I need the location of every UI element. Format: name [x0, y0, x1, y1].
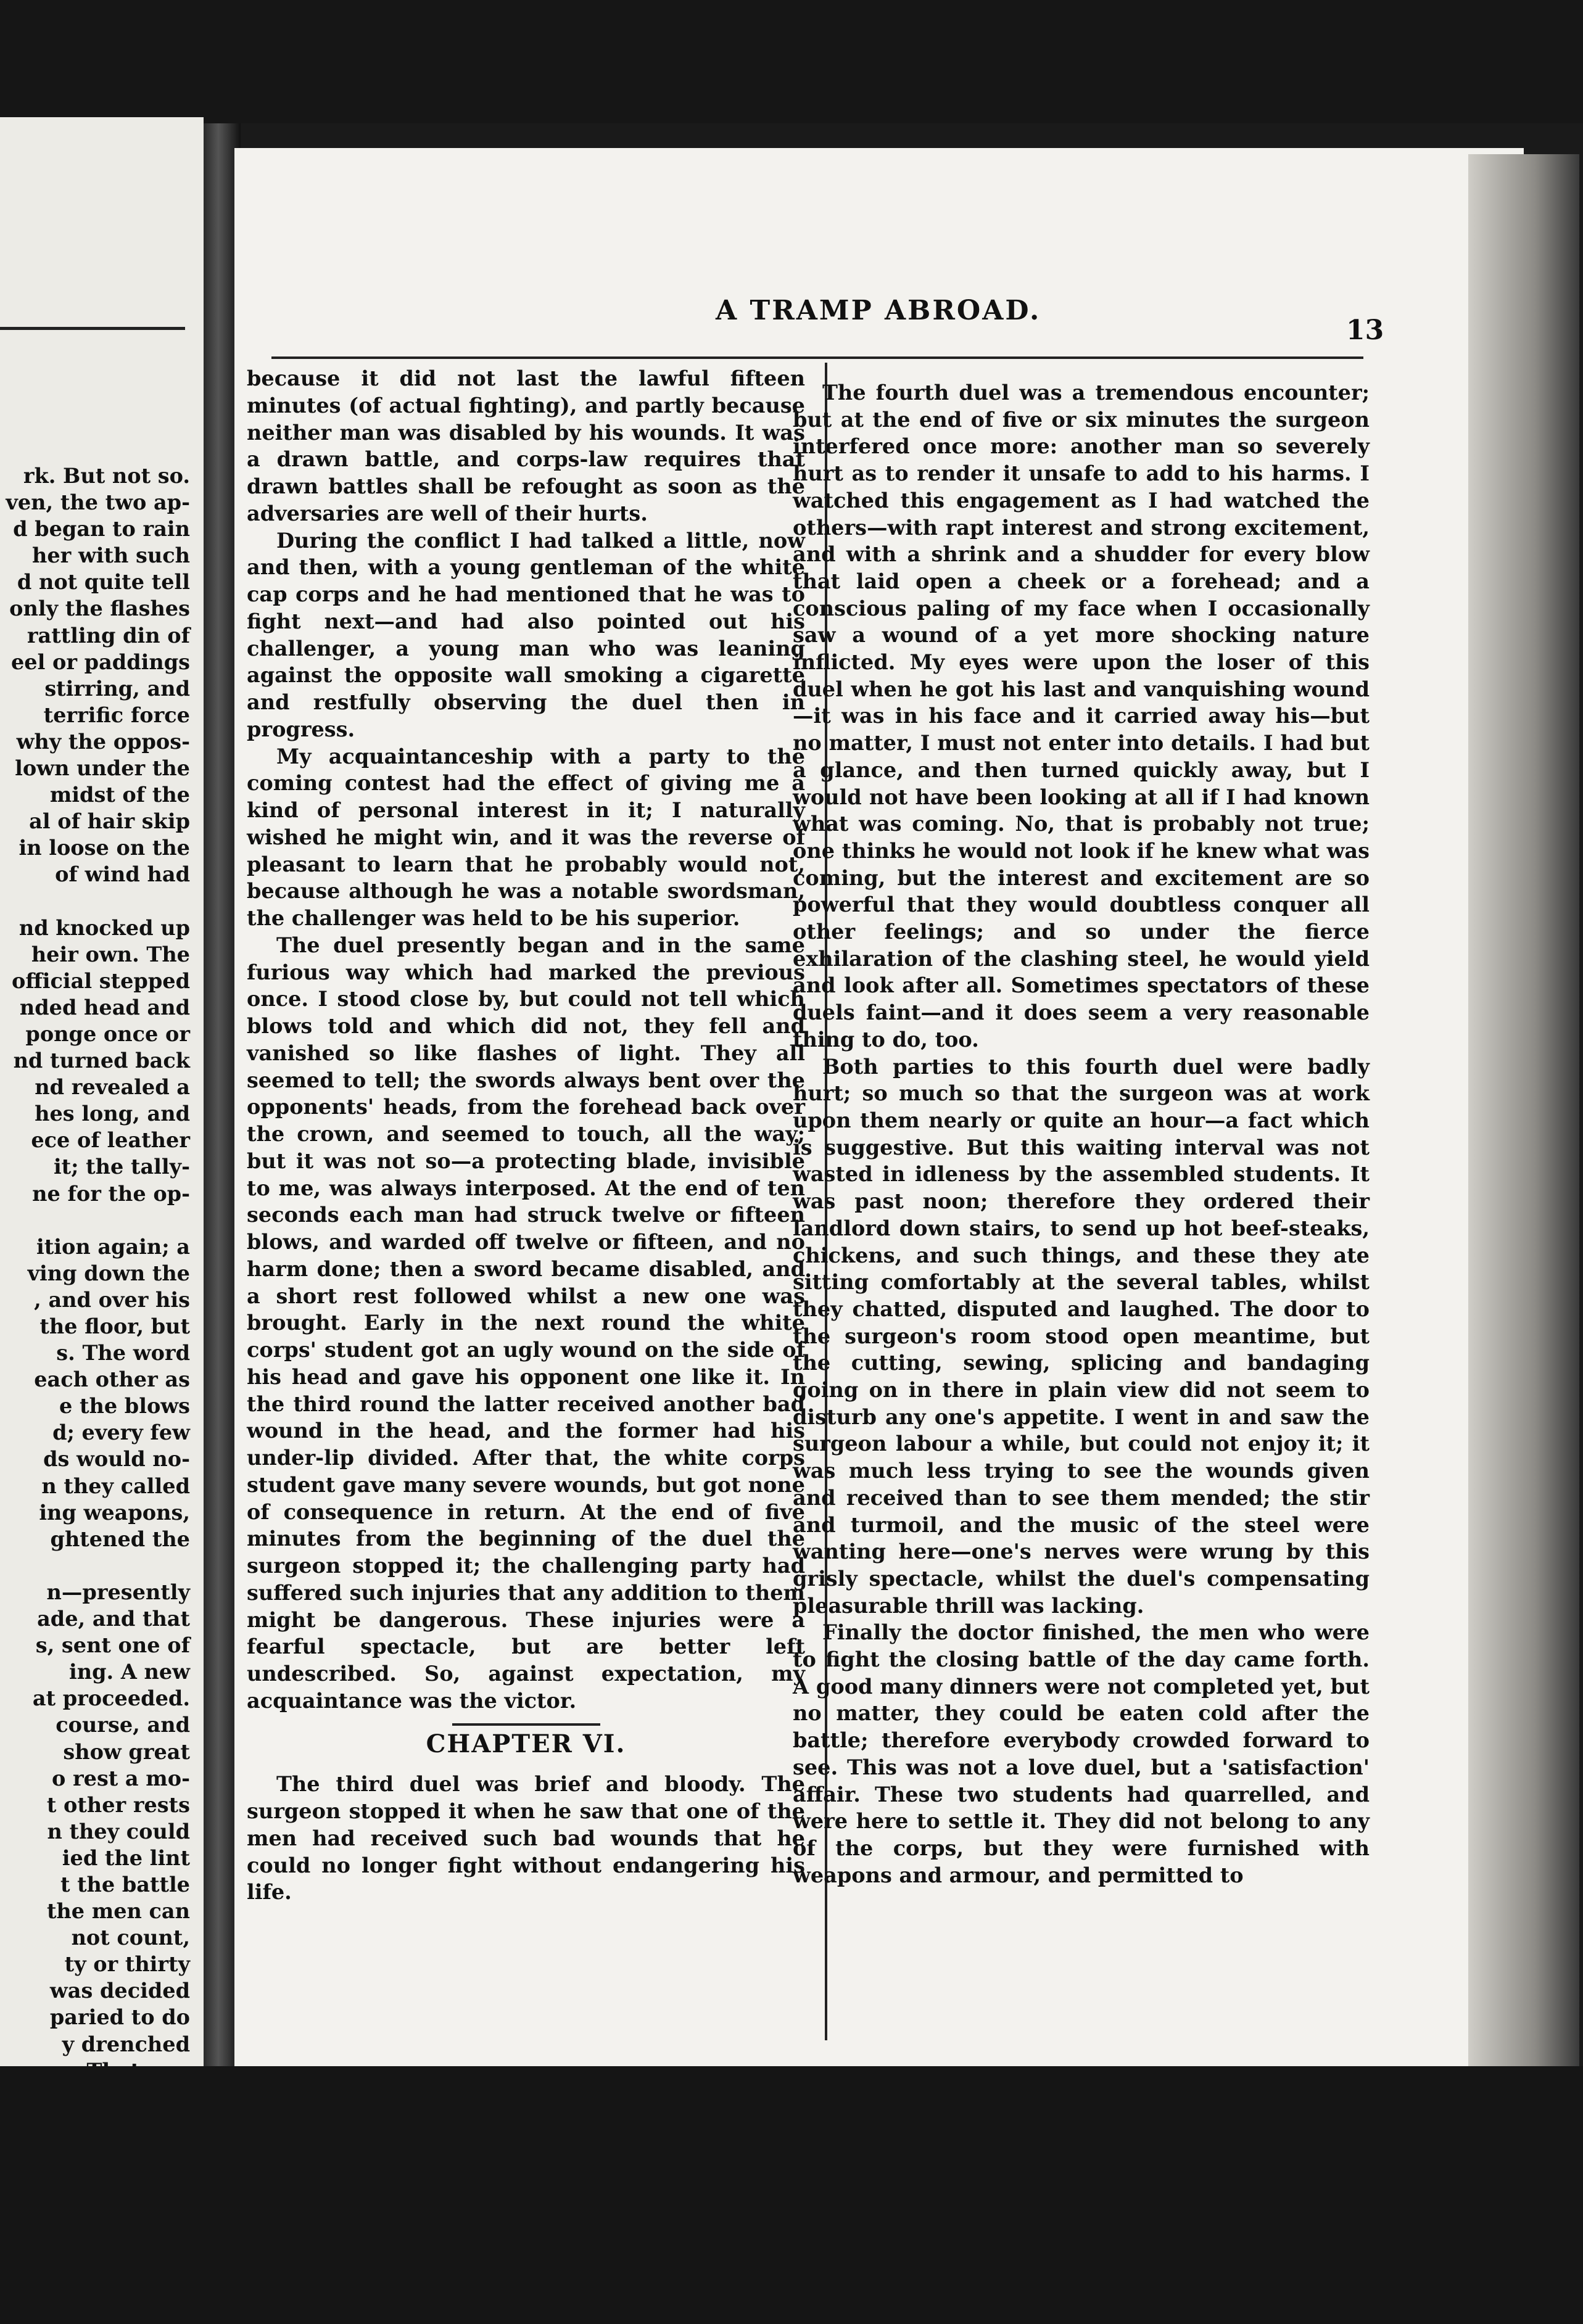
facing-page-line: nd revealed a	[35, 1075, 190, 1100]
facing-page-line: ne for the op-	[32, 1181, 190, 1206]
facing-page-line: n they called	[41, 1473, 190, 1498]
facing-page-line: t the battle	[60, 1872, 190, 1897]
facing-page-line: only the flashes	[9, 596, 190, 621]
facing-page-line: t other rests	[46, 1792, 190, 1817]
facing-page-line: ving down the	[27, 1261, 190, 1285]
facing-page-line: nd knocked up	[19, 915, 190, 940]
facing-page-line: lown under the	[15, 756, 190, 781]
facing-page-line: n they could	[47, 1819, 190, 1844]
facing-page-line: ied the lint	[62, 1845, 190, 1870]
facing-page-line: ghtened the	[50, 1527, 190, 1551]
facing-page-line: ven, the two ap-	[6, 490, 190, 515]
facing-page-line: rk. But not so.	[23, 464, 190, 488]
facing-page-line: al of hair skip	[29, 809, 190, 834]
scan-border-top	[0, 0, 1583, 123]
facing-page-fragment	[0, 117, 204, 2066]
facing-page-line: was decided	[49, 1979, 190, 2003]
paragraph: Finally the doctor finished, the men who were to fight the closing battle of the day came forth. A good many dinners were not completed yet, but no matter, they could be eaten cold after the battle; therefore everybody crowded forward to see. This was not a love duel, but a 'satisfaction' affair. These two students had quarrelled, and were here to settle it. They did not belong to any of the corps, but they were furnished with weapons and armour, and permitted to	[793, 1620, 1370, 1887]
facing-page-line: hes long, and	[35, 1102, 190, 1126]
facing-page-line: eel or paddings	[10, 649, 190, 674]
facing-page-line: midst of the	[49, 783, 190, 807]
page-edge-shadow	[1468, 154, 1579, 2097]
facing-page-line	[5, 1207, 190, 1234]
facing-page-line: d began to rain	[13, 517, 190, 542]
facing-page-line: the men can	[46, 1899, 190, 1924]
facing-page-line: of wind had	[55, 862, 190, 887]
facing-page-line: ty or thirty	[64, 1952, 190, 1977]
facing-page-header-rule	[0, 327, 185, 330]
chapter-rule	[452, 1723, 600, 1726]
running-header: A TRAMP ABROAD.	[716, 295, 1041, 326]
facing-page-line: ade, and that	[37, 1607, 190, 1631]
facing-page-line: ds would no-	[43, 1447, 190, 1472]
facing-page-line: each other as	[34, 1367, 190, 1392]
facing-page-line: s. The word	[56, 1341, 190, 1366]
facing-page-line: s, sent one of	[35, 1633, 190, 1658]
facing-page-line: ition again; a	[36, 1234, 190, 1259]
text-column-left	[247, 365, 805, 1906]
facing-page-line: why the oppos-	[16, 729, 190, 754]
facing-page-line: d; every few	[52, 1420, 190, 1445]
facing-page-line: , and over his	[34, 1287, 190, 1312]
facing-page-line: ece of leather	[31, 1128, 190, 1153]
facing-page-line: course, and	[56, 1713, 190, 1737]
facing-page-line: at proceeded.	[32, 1686, 190, 1711]
facing-page-line: nd turned back	[13, 1049, 190, 1073]
facing-page-line: nded head and	[19, 995, 190, 1020]
facing-page-line: it; the tally-	[53, 1155, 190, 1179]
paragraph: My acquaintanceship with a party to the coming contest had the effect of giving me a kind of personal interest in it; I naturally wished he might win, and it was the reverse of pleasant to learn that he probably would not, because although he was a notable swordsman, the challenger was held to be his superior.	[247, 744, 805, 930]
text-column-right	[793, 379, 1370, 1889]
scan-border-bottom	[0, 2066, 1583, 2324]
facing-page-line: paried to do	[49, 2005, 190, 2030]
facing-page-line: not count,	[71, 1926, 190, 1950]
facing-page-line: heir own. The	[31, 942, 190, 966]
chapter-heading: CHAPTER VI.	[426, 1729, 626, 1758]
paragraph: The third duel was brief and bloody. The surgeon stopped it when he saw that one of the men had received such bad wounds that he could no longer fight without endangering his life.	[247, 1772, 805, 1905]
facing-page-line: o rest a mo-	[51, 1766, 190, 1790]
facing-page-line: the floor, but	[39, 1314, 190, 1338]
facing-page-line: terrific force	[43, 703, 190, 727]
facing-page-line: ponge once or	[25, 1021, 190, 1046]
facing-page-line: stirring, and	[44, 676, 190, 701]
facing-page-text	[5, 463, 190, 2111]
facing-page-line	[5, 1552, 190, 1579]
facing-page-line: rattling din of	[27, 623, 190, 648]
facing-page-line: e the blows	[59, 1394, 190, 1419]
paragraph: During the conflict I had talked a little, now and then, with a young gentleman of the white cap corps and he had mentioned that he was to fight next—and had also pointed out his challenger, a young man who was leaning against the opposite wall smoking a cigarette and restfully observing the duel then in progress.	[247, 528, 805, 741]
facing-page-line	[5, 888, 190, 915]
facing-page-line: official stepped	[11, 968, 190, 993]
facing-page-line: show great	[63, 1739, 190, 1764]
facing-page-line: in loose on the	[19, 836, 190, 860]
facing-page-line: her with such	[31, 543, 190, 568]
paragraph: The fourth duel was a tremendous encounter; but at the end of five or six minutes the surgeon interfered once more: another man so severely hurt as to render it unsafe to add to his harms. I watched this engagement as I had watched the others—with rapt interest and strong excitement, and with a shrink and a shudder for every blow that laid open a cheek or a forehead; and a conscious paling of my face when I occasionally saw a wound of a yet more shocking nature inflicted. My eyes were upon the loser of this duel when he got his last and vanquishing wound—it was in his face and it carried away his—but no matter, I must not enter into details. I had but a glance, and then turned quickly away, but I would not have been looking at all if I had known what was coming. No, that is probably not true; one thinks he would not look if he knew what was coming, but the interest and excitement are so powerful that they would doubtless conquer all other feelings; and so under the fierce exhilaration of the clashing steel, he would yield and look after all. Sometimes spectators of these duels faint—and it does seem a very reasonable thing to do, too.	[793, 381, 1370, 1052]
paragraph: because it did not last the lawful fifteen minutes (of actual fighting), and partly because neither man was disabled by his wounds. It was a drawn battle, and corps-law requires that drawn battles shall be refought as soon as the adversaries are well of their hurts.	[247, 366, 805, 525]
header-rule	[271, 356, 1363, 359]
facing-page-line: ing. A new	[69, 1660, 190, 1684]
facing-page-line: ing weapons,	[39, 1500, 190, 1525]
facing-page-line: y drenched	[62, 2032, 190, 2056]
facing-page-line: d not quite tell	[17, 570, 190, 595]
paragraph: Both parties to this fourth duel were badly hurt; so much so that the surgeon was at work upon them nearly or quite an hour—a fact which is suggestive. But this waiting interval was not wasted in idleness by the assembled students. It was past noon; therefore they ordered their landlord down stairs, to send up hot beef-steaks, chickens, and such things, and these they ate sitting comfortably at the several tables, whilst they chatted, disputed and laughed. The door to the surgeon's room stood open meantime, but the cutting, sewing, splicing and bandaging going on in there in plain view did not seem to disturb any one's appetite. I went in and saw the surgeon labour a while, but could not enjoy it; it was much less trying to see the wounds given and received than to see them mended; the stir and turmoil, and the music of the steel were wanting here—one's nerves were wrung by this grisly spectacle, whilst the duel's compensating pleasurable thrill was lacking.	[793, 1054, 1370, 1618]
page-number: 13	[1346, 315, 1384, 346]
facing-page-line: n—presently	[46, 1580, 190, 1604]
paragraph: The duel presently began and in the same furious way which had marked the previous once. I stood close by, but could not tell which blows told and which did not, they fell and vanished so like flashes of light. They all seemed to tell; the swords always bent over the opponents' heads, from the forehead back over the crown, and seemed to touch, all the way; but it was not so—a protecting blade, invisible to me, was always interposed. At the end of ten seconds each man had struck twelve or fifteen blows, and warded off twelve or fifteen, and no harm done; then a sword became disabled, and a short rest followed whilst a new one was brought. Early in the next round the white corps' student got an ugly wound on the side of his head and gave his opponent one like it. In the third round the latter received another bad wound in the head, and the former had his under-lip divided. After that, the white corps student gave many severe wounds, but got none of consequence in return. At the end of five minutes from the beginning of the duel the surgeon stopped it; the challenging party had suffered such injuries that any addition to them might be dangerous. These injuries were a fearful spectacle, but are better left undescribed. So, against expectation, my acquaintance was the victor.	[247, 933, 805, 1713]
